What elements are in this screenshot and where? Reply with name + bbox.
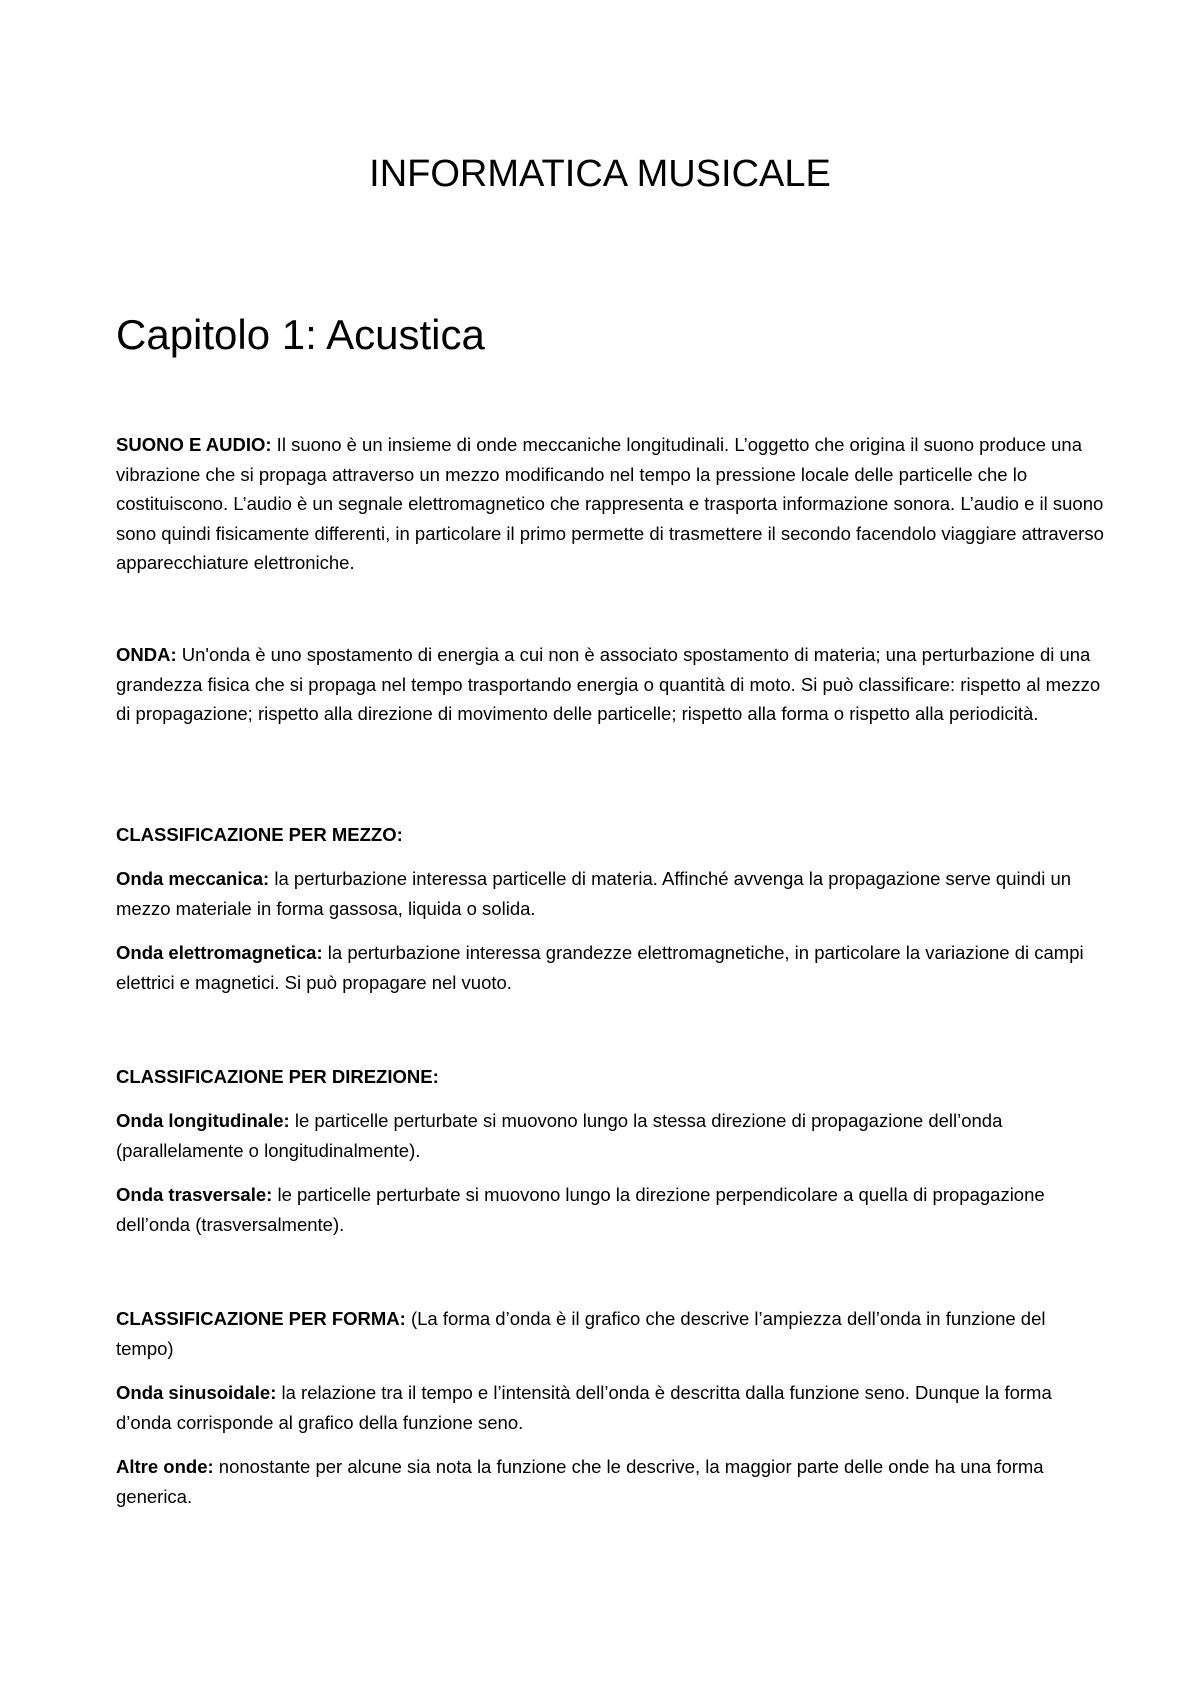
paragraph-onda: [116, 640, 1106, 729]
text-onda-trasversale: le particelle perturbate si muovono lungo la direzione perpendicolare a quella di propagazione dell’onda (trasversalmente).: [116, 1184, 1045, 1235]
heading-forma-label: CLASSIFICAZIONE PER FORMA:: [116, 1308, 406, 1329]
term-onda-meccanica: Onda meccanica:: [116, 868, 270, 889]
text-altre-onde: nonostante per alcune sia nota la funzione che le descrive, la maggior parte delle onde ha una forma generica.: [116, 1456, 1044, 1507]
term-altre-onde: Altre onde:: [116, 1456, 214, 1477]
heading-classificazione-direzione: [116, 1062, 1106, 1092]
paragraph-onda-sinusoidale: [116, 1378, 1106, 1437]
term-onda-longitudinale: Onda longitudinale:: [116, 1110, 290, 1131]
paragraph-suono-audio: [116, 430, 1106, 578]
paragraph-onda-elettromagnetica: [116, 938, 1106, 997]
term-onda: ONDA:: [116, 644, 177, 665]
term-suono-audio: SUONO E AUDIO:: [116, 434, 272, 455]
text-forma-intro: (La forma d’onda è il grafico che descrive l’ampiezza dell’onda in funzione del tempo): [116, 1308, 1046, 1359]
heading-direzione-label: CLASSIFICAZIONE PER DIREZIONE:: [116, 1066, 439, 1087]
paragraph-onda-trasversale: [116, 1180, 1106, 1239]
heading-classificazione-mezzo: [116, 820, 1106, 850]
text-onda-elettromagnetica: la perturbazione interessa grandezze elettromagnetiche, in particolare la variazione di campi elettrici e magnetici. Si può propagare nel vuoto.: [116, 942, 1084, 993]
text-onda: Un'onda è uno spostamento di energia a cui non è associato spostamento di materia; una perturbazione di una grandezza fisica che si propaga nel tempo trasportando energia o quantità di moto. Si può classificare: rispetto al mezzo di propagazione; rispetto alla direzione di movimento delle particelle; rispetto alla forma o rispetto alla periodicità.: [116, 644, 1101, 724]
term-onda-elettromagnetica: Onda elettromagnetica:: [116, 942, 323, 963]
text-onda-sinusoidale: la relazione tra il tempo e l’intensità dell’onda è descritta dalla funzione seno. Dunque la forma d’onda corrisponde al grafico della funzione seno.: [116, 1382, 1052, 1433]
paragraph-onda-meccanica: [116, 864, 1106, 923]
paragraph-onda-longitudinale: [116, 1106, 1106, 1165]
term-onda-trasversale: Onda trasversale:: [116, 1184, 273, 1205]
chapter-title: Capitolo 1: Acustica: [116, 311, 485, 358]
text-onda-longitudinale: le particelle perturbate si muovono lungo la stessa direzione di propagazione dell’onda (parallelamente o longitudinalmente).: [116, 1110, 1003, 1161]
paragraph-altre-onde: [116, 1452, 1106, 1511]
document-title: INFORMATICA MUSICALE: [369, 153, 831, 195]
term-onda-sinusoidale: Onda sinusoidale:: [116, 1382, 277, 1403]
paragraph-classificazione-forma: [116, 1304, 1106, 1363]
text-onda-meccanica: la perturbazione interessa particelle di materia. Affinché avvenga la propagazione serve quindi un mezzo materiale in forma gassosa, liquida o solida.: [116, 868, 1072, 919]
text-suono-audio: Il suono è un insieme di onde meccaniche longitudinali. L’oggetto che origina il suono produce una vibrazione che si propaga attraverso un mezzo modificando nel tempo la pressione locale delle particelle che lo costituiscono. L’audio è un segnale elettromagnetico che rappresenta e trasporta informazione sonora. L’audio e il suono sono quindi fisicamente differenti, in particolare il primo permette di trasmettere il secondo facendolo viaggiare attraverso apparecchiature elettroniche.: [116, 434, 1104, 573]
heading-mezzo-label: CLASSIFICAZIONE PER MEZZO:: [116, 824, 403, 845]
